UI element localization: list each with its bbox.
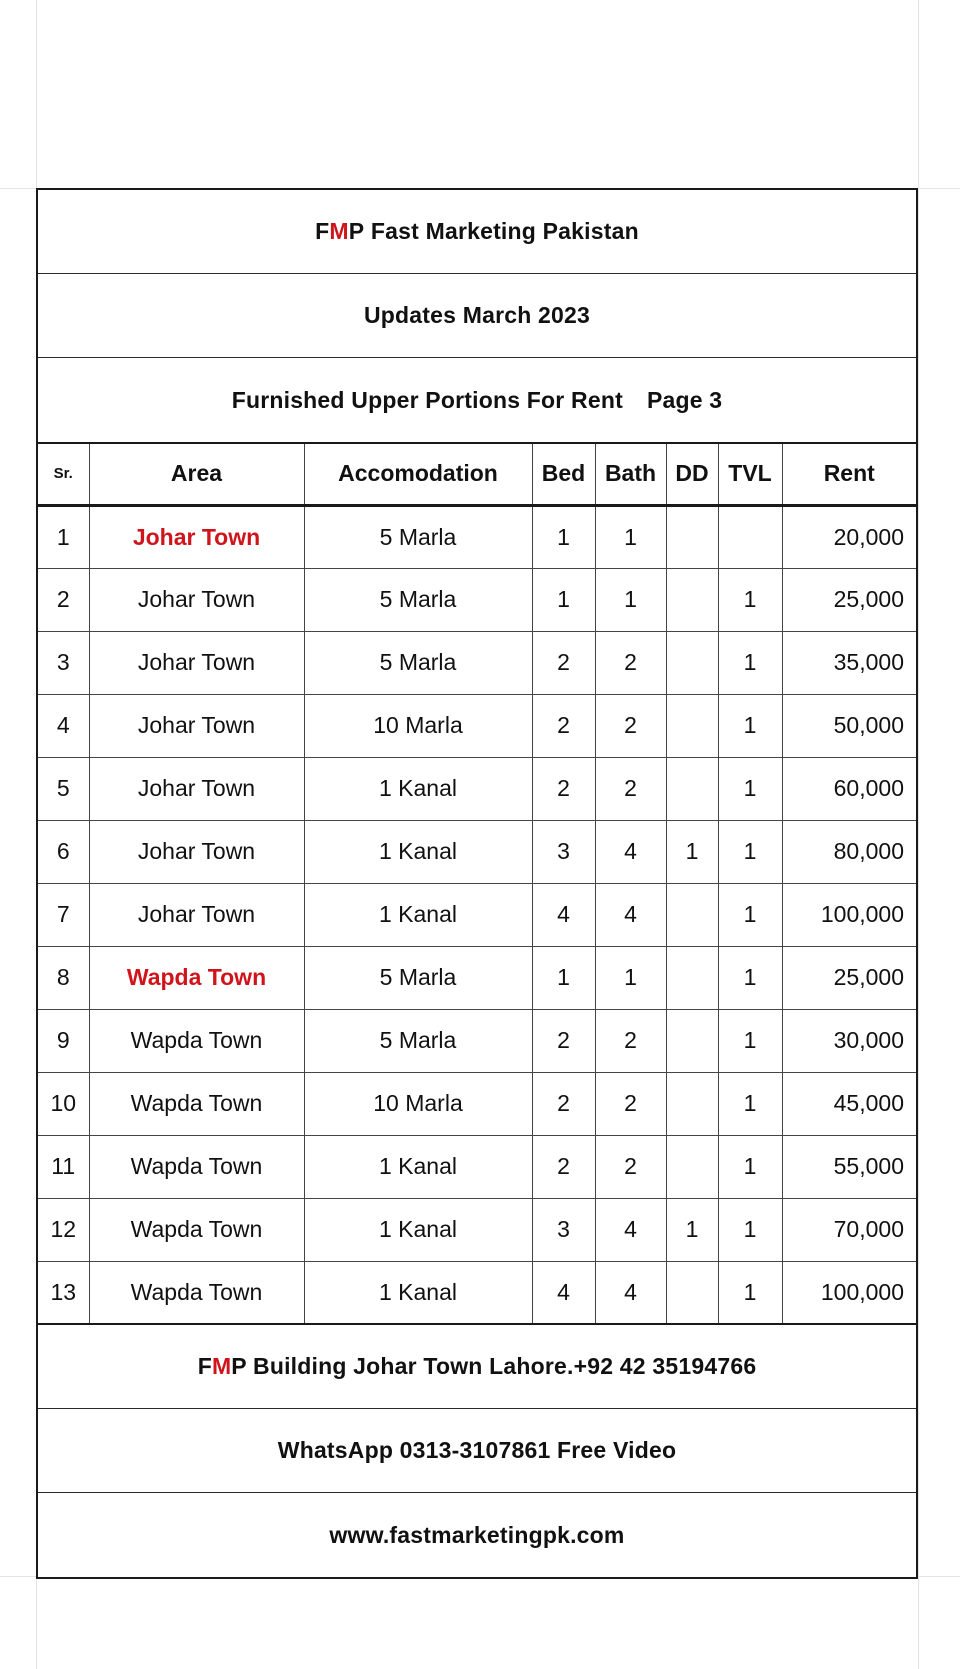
table-row	[38, 820, 916, 883]
cell-bath: 2	[595, 1072, 666, 1135]
cell-rent: 25,000	[782, 946, 916, 1009]
table-row	[38, 694, 916, 757]
cell-rent: 100,000	[782, 1261, 916, 1324]
cell-dd	[666, 694, 718, 757]
page-number: Page 3	[646, 386, 723, 413]
cell-area: Johar Town	[89, 757, 304, 820]
cell-dd	[666, 1009, 718, 1072]
cell-area: Johar Town	[89, 883, 304, 946]
cell-bath: 1	[595, 568, 666, 631]
cell-accomodation: 10 Marla	[304, 1072, 532, 1135]
cell-dd	[666, 1135, 718, 1198]
cell-area: Wapda Town	[89, 1135, 304, 1198]
cell-bath: 1	[595, 946, 666, 1009]
cell-bed: 2	[532, 631, 595, 694]
cell-bath: 2	[595, 757, 666, 820]
cell-sr: 2	[38, 568, 89, 631]
address-prefix: F	[197, 1353, 212, 1379]
rental-sheet	[36, 188, 918, 1579]
cell-dd	[666, 631, 718, 694]
cell-rent: 25,000	[782, 568, 916, 631]
cell-area: Johar Town	[89, 694, 304, 757]
column-header-tvl: TVL	[718, 443, 782, 505]
cell-accomodation: 5 Marla	[304, 631, 532, 694]
cell-bath: 4	[595, 1198, 666, 1261]
cell-bed: 2	[532, 1009, 595, 1072]
table-row	[38, 631, 916, 694]
cell-accomodation: 5 Marla	[304, 946, 532, 1009]
update-date: Updates March 2023	[363, 302, 591, 328]
address-accent-letter: M	[211, 1353, 232, 1379]
cell-bath: 2	[595, 1009, 666, 1072]
table-row	[38, 505, 916, 568]
table-row	[38, 946, 916, 1009]
cell-area: Johar Town	[89, 631, 304, 694]
cell-rent: 80,000	[782, 820, 916, 883]
cell-sr: 11	[38, 1135, 89, 1198]
cell-rent: 55,000	[782, 1135, 916, 1198]
cell-sr: 12	[38, 1198, 89, 1261]
column-header-bed: Bed	[532, 443, 595, 505]
cell-sr: 1	[38, 505, 89, 568]
table-row	[38, 1009, 916, 1072]
cell-area: Johar Town	[89, 568, 304, 631]
whatsapp-banner	[38, 1409, 916, 1493]
cell-sr: 5	[38, 757, 89, 820]
cell-dd	[666, 568, 718, 631]
cell-tvl: 1	[718, 757, 782, 820]
cell-bed: 1	[532, 946, 595, 1009]
column-header-bath: Bath	[595, 443, 666, 505]
table-row	[38, 1198, 916, 1261]
cell-accomodation: 1 Kanal	[304, 1135, 532, 1198]
website-banner	[38, 1493, 916, 1577]
cell-bed: 2	[532, 1072, 595, 1135]
cell-sr: 9	[38, 1009, 89, 1072]
sheet-guide-right	[918, 0, 919, 1669]
cell-tvl: 1	[718, 1261, 782, 1324]
cell-accomodation: 1 Kanal	[304, 1198, 532, 1261]
cell-area: Johar Town	[89, 505, 304, 568]
cell-sr: 8	[38, 946, 89, 1009]
cell-bed: 2	[532, 694, 595, 757]
cell-tvl: 1	[718, 631, 782, 694]
cell-area: Wapda Town	[89, 1072, 304, 1135]
cell-sr: 13	[38, 1261, 89, 1324]
cell-dd	[666, 757, 718, 820]
cell-dd	[666, 1261, 718, 1324]
cell-dd	[666, 883, 718, 946]
cell-bed: 4	[532, 883, 595, 946]
table-row	[38, 757, 916, 820]
cell-rent: 60,000	[782, 757, 916, 820]
cell-accomodation: 1 Kanal	[304, 820, 532, 883]
cell-rent: 35,000	[782, 631, 916, 694]
cell-bath: 2	[595, 694, 666, 757]
cell-bath: 1	[595, 505, 666, 568]
cell-bath: 2	[595, 1135, 666, 1198]
cell-tvl: 1	[718, 1198, 782, 1261]
brand-prefix: F	[315, 218, 330, 244]
whatsapp-text: WhatsApp 0313-3107861 Free Video	[277, 1437, 677, 1463]
column-header-accomodation: Accomodation	[304, 443, 532, 505]
cell-bath: 2	[595, 631, 666, 694]
listing-subtitle: Furnished Upper Portions For Rent	[231, 386, 623, 413]
table-body	[38, 505, 916, 1324]
cell-accomodation: 1 Kanal	[304, 1261, 532, 1324]
update-banner	[38, 274, 916, 358]
cell-bath: 4	[595, 1261, 666, 1324]
cell-bed: 1	[532, 568, 595, 631]
cell-rent: 100,000	[782, 883, 916, 946]
subtitle-banner	[38, 358, 916, 442]
cell-sr: 6	[38, 820, 89, 883]
table-row	[38, 1261, 916, 1324]
table-row	[38, 883, 916, 946]
cell-bath: 4	[595, 820, 666, 883]
cell-tvl: 1	[718, 568, 782, 631]
address-banner	[38, 1325, 916, 1409]
cell-rent: 70,000	[782, 1198, 916, 1261]
cell-bed: 2	[532, 757, 595, 820]
brand-banner	[38, 190, 916, 274]
cell-accomodation: 5 Marla	[304, 1009, 532, 1072]
cell-accomodation: 1 Kanal	[304, 757, 532, 820]
column-header-rent: Rent	[782, 443, 916, 505]
cell-tvl: 1	[718, 946, 782, 1009]
cell-bath: 4	[595, 883, 666, 946]
cell-bed: 2	[532, 1135, 595, 1198]
column-header-area: Area	[89, 443, 304, 505]
cell-rent: 20,000	[782, 505, 916, 568]
cell-bed: 4	[532, 1261, 595, 1324]
brand-name: Fast Marketing Pakistan	[370, 218, 639, 244]
cell-dd: 1	[666, 820, 718, 883]
cell-accomodation: 5 Marla	[304, 505, 532, 568]
cell-bed: 1	[532, 505, 595, 568]
cell-sr: 7	[38, 883, 89, 946]
cell-tvl: 1	[718, 1135, 782, 1198]
cell-tvl: 1	[718, 694, 782, 757]
cell-area: Wapda Town	[89, 1261, 304, 1324]
cell-area: Wapda Town	[89, 1009, 304, 1072]
rental-table	[38, 442, 916, 1325]
cell-accomodation: 1 Kanal	[304, 883, 532, 946]
table-row	[38, 568, 916, 631]
cell-rent: 45,000	[782, 1072, 916, 1135]
cell-area: Wapda Town	[89, 1198, 304, 1261]
cell-bed: 3	[532, 820, 595, 883]
cell-dd	[666, 505, 718, 568]
cell-dd	[666, 1072, 718, 1135]
cell-tvl: 1	[718, 883, 782, 946]
cell-area: Wapda Town	[89, 946, 304, 1009]
cell-sr: 3	[38, 631, 89, 694]
cell-dd	[666, 946, 718, 1009]
website-link[interactable]: www.fastmarketingpk.com	[329, 1521, 625, 1548]
cell-area: Johar Town	[89, 820, 304, 883]
cell-sr: 10	[38, 1072, 89, 1135]
cell-accomodation: 10 Marla	[304, 694, 532, 757]
cell-rent: 50,000	[782, 694, 916, 757]
cell-sr: 4	[38, 694, 89, 757]
cell-accomodation: 5 Marla	[304, 568, 532, 631]
brand-suffix: P	[348, 218, 365, 244]
column-header-sr: Sr.	[38, 443, 89, 505]
cell-tvl: 1	[718, 820, 782, 883]
address-text: P Building Johar Town Lahore.+92 42 35194766	[231, 1353, 757, 1379]
cell-rent: 30,000	[782, 1009, 916, 1072]
cell-tvl: 1	[718, 1072, 782, 1135]
table-header-row	[38, 443, 916, 505]
cell-tvl	[718, 505, 782, 568]
table-row	[38, 1072, 916, 1135]
column-header-dd: DD	[666, 443, 718, 505]
cell-bed: 3	[532, 1198, 595, 1261]
cell-dd: 1	[666, 1198, 718, 1261]
cell-tvl: 1	[718, 1009, 782, 1072]
brand-accent-letter: M	[329, 218, 349, 244]
table-row	[38, 1135, 916, 1198]
